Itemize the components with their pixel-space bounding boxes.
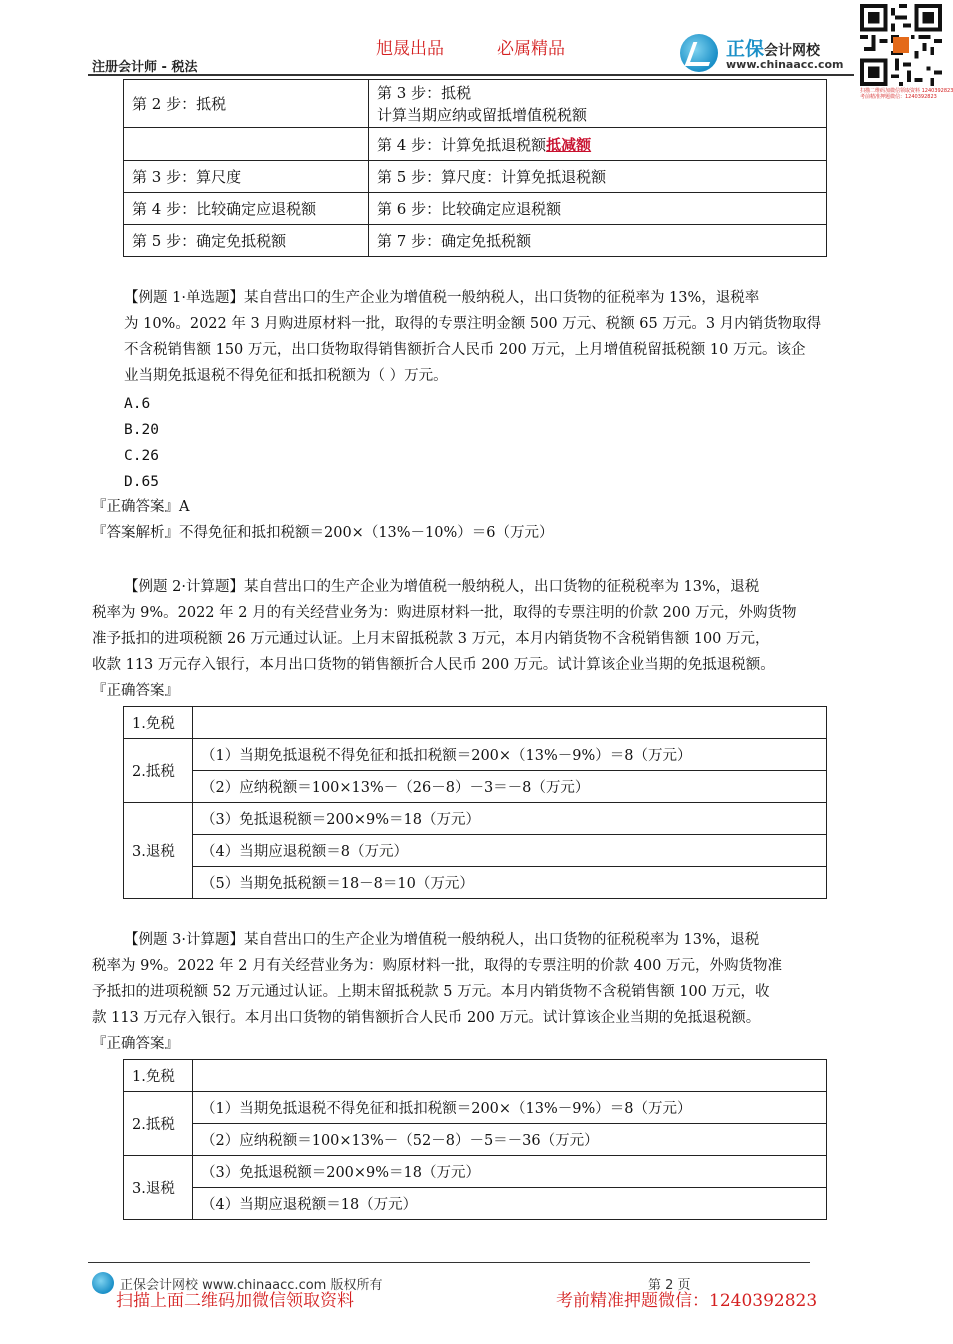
table-row — [124, 161, 827, 193]
table-cell: （4）当期应退税额＝8（万元） — [193, 835, 827, 867]
table-cell: （1）当期免抵退税不得免征和抵扣税额＝200×（13%－9%）＝8（万元） — [193, 739, 827, 771]
table-cell: （2）应纳税额＝100×13%－（52－8）－5＝－36（万元） — [193, 1124, 827, 1156]
footer-copyright: 正保会计网校 www.chinaacc.com 版权所有 — [120, 1278, 383, 1293]
table-row — [124, 193, 827, 225]
course-title: 注册会计师 - 税法 — [92, 60, 198, 75]
example2-answer-table — [123, 706, 827, 899]
steps-cell — [369, 128, 827, 161]
header-divider — [88, 74, 854, 76]
table-row — [124, 1188, 827, 1220]
example3-text: 款 113 万元存入银行。本月出口货物的销售额折合人民币 200 万元。试计算该企业当期的免抵退税额。 — [92, 1010, 761, 1026]
table-row — [124, 1060, 827, 1092]
logo-title — [726, 34, 820, 61]
table-row — [124, 1156, 827, 1188]
steps-cell — [124, 128, 369, 161]
table-cell: （1）当期免抵退税不得免征和抵扣税额＝200×（13%－9%）＝8（万元） — [193, 1092, 827, 1124]
page-number: 第 2 页 — [648, 1278, 691, 1293]
example3-text: 【例题 3·计算题】某自营出口的生产企业为增值税一般纳税人，出口货物的征税税率为 13%，退税 — [124, 932, 760, 948]
steps-cell: 第 5 步：确定免抵税额 — [124, 225, 369, 257]
qr-note-line1: 扫描二维码加微信领取资料 1240392823 — [860, 88, 953, 94]
option-d: D.65 — [124, 474, 159, 490]
logo-url: www.chinaacc.com — [726, 58, 844, 71]
answer-analysis: 『答案解析』不得免征和抵扣税额＝200×（13%－10%）＝6（万元） — [92, 525, 554, 541]
table-row — [124, 803, 827, 835]
example2-text: 【例题 2·计算题】某自营出口的生产企业为增值税一般纳税人，出口货物的征税税率为 13%，退税 — [124, 579, 760, 595]
steps-cell: 第 2 步：抵税 — [124, 80, 369, 128]
example3-answer-table — [123, 1059, 827, 1220]
table-row — [124, 1092, 827, 1124]
table-cell: （2）应纳税额＝100×13%－（26－8）－3＝－8（万元） — [193, 771, 827, 803]
example1-text: 业当期免抵退税不得免征和抵扣税额为（ ）万元。 — [124, 368, 448, 384]
footer-divider — [88, 1262, 810, 1263]
brand-logo[interactable] — [680, 34, 855, 74]
table-row — [124, 739, 827, 771]
option-b: B.20 — [124, 422, 159, 438]
table-row — [124, 867, 827, 899]
qr-code-icon[interactable] — [860, 4, 942, 86]
example1-text: 不含税销售额 150 万元，出口货物取得销售额折合人民币 200 万元，上月增值税留抵税额 10 万元。该企 — [124, 342, 806, 358]
option-c: C.26 — [124, 448, 159, 464]
group-label: 1.免税 — [124, 707, 193, 739]
table-cell: （3）免抵退税额＝200×9%＝18（万元） — [193, 1156, 827, 1188]
group-label: 3.退税 — [124, 1156, 193, 1220]
correct-answer: 『正确答案』A — [92, 499, 190, 515]
table-cell: （5）当期免抵税额＝18－8＝10（万元） — [193, 867, 827, 899]
table-cell: （3）免抵退税额＝200×9%＝18（万元） — [193, 803, 827, 835]
steps-cell: 第 4 步：比较确定应退税额 — [124, 193, 369, 225]
qr-note-line2: 考前精准押题微信：1240392823 — [860, 94, 937, 100]
group-label: 2.抵税 — [124, 739, 193, 803]
table-cell: （4）当期应退税额＝18（万元） — [193, 1188, 827, 1220]
promo-left: 扫描上面二维码加微信领取资料 — [116, 1291, 354, 1311]
table-row — [124, 225, 827, 257]
table-row — [124, 707, 827, 739]
table-row — [124, 835, 827, 867]
steps-cell — [369, 80, 827, 128]
example2-text: 准予抵扣的进项税额 26 万元通过认证。上月末留抵税款 3 万元，本月内销货物不含税销售额 100 万元， — [92, 631, 770, 647]
steps-cell: 第 7 步：确定免抵税额 — [369, 225, 827, 257]
steps-table — [123, 79, 827, 257]
table-row — [124, 1124, 827, 1156]
logo-icon — [680, 34, 718, 72]
table-row — [124, 771, 827, 803]
steps-cell: 第 5 步：算尺度：计算免抵退税额 — [369, 161, 827, 193]
example2-text: 税率为 9%。2022 年 2 月的有关经营业务为：购进原材料一批，取得的专票注明的价款 200 万元，外购货物 — [92, 605, 797, 621]
group-label: 1.免税 — [124, 1060, 193, 1092]
example1-text: 为 10%。2022 年 3 月购进原材料一批，取得的专票注明金额 500 万元、税额 65 万元。3 月内销货物取得 — [124, 316, 822, 332]
highlight-text: 抵减额 — [546, 135, 592, 154]
qr-note — [860, 88, 953, 100]
example3-text: 税率为 9%。2022 年 2 月有关经营业务为：购原材料一批，取得的专票注明的价款 400 万元，外购货物准 — [92, 958, 782, 974]
promo-right: 考前精准押题微信：1240392823 — [556, 1291, 818, 1311]
steps-cell: 第 6 步：比较确定应退税额 — [369, 193, 827, 225]
footer-logo-icon — [92, 1272, 114, 1294]
answer-label: 『正确答案』 — [92, 683, 179, 699]
option-a: A.6 — [124, 396, 151, 412]
table-row — [124, 128, 827, 161]
answer-label: 『正确答案』 — [92, 1036, 179, 1052]
steps-line: 计算当期应纳或留抵增值税税额 — [377, 105, 588, 124]
steps-line: 第 3 步：抵税 — [377, 83, 472, 102]
example1-text: 【例题 1·单选题】某自营出口的生产企业为增值税一般纳税人，出口货物的征税率为 13%，退税率 — [124, 290, 760, 306]
table-row — [124, 80, 827, 128]
steps-text: 第 4 步：计算免抵退税额 — [377, 135, 547, 154]
group-label: 2.抵税 — [124, 1092, 193, 1156]
example2-text: 收款 113 万元存入银行，本月出口货物的销售额折合人民币 200 万元。试计算该企业当期的免抵退税额。 — [92, 657, 775, 673]
table-cell — [193, 1060, 827, 1092]
group-label: 3.退税 — [124, 803, 193, 899]
table-cell — [193, 707, 827, 739]
slogan-left: 旭晟出品 — [376, 39, 444, 59]
logo-name: 正保 — [726, 38, 765, 60]
steps-cell: 第 3 步：算尺度 — [124, 161, 369, 193]
logo-sub: 会计网校 — [764, 43, 821, 59]
slogan-right: 必属精品 — [497, 39, 565, 59]
example3-text: 予抵扣的进项税额 52 万元通过认证。上期末留抵税款 5 万元。本月内销货物不含税销售额 100 万元，收 — [92, 984, 770, 1000]
